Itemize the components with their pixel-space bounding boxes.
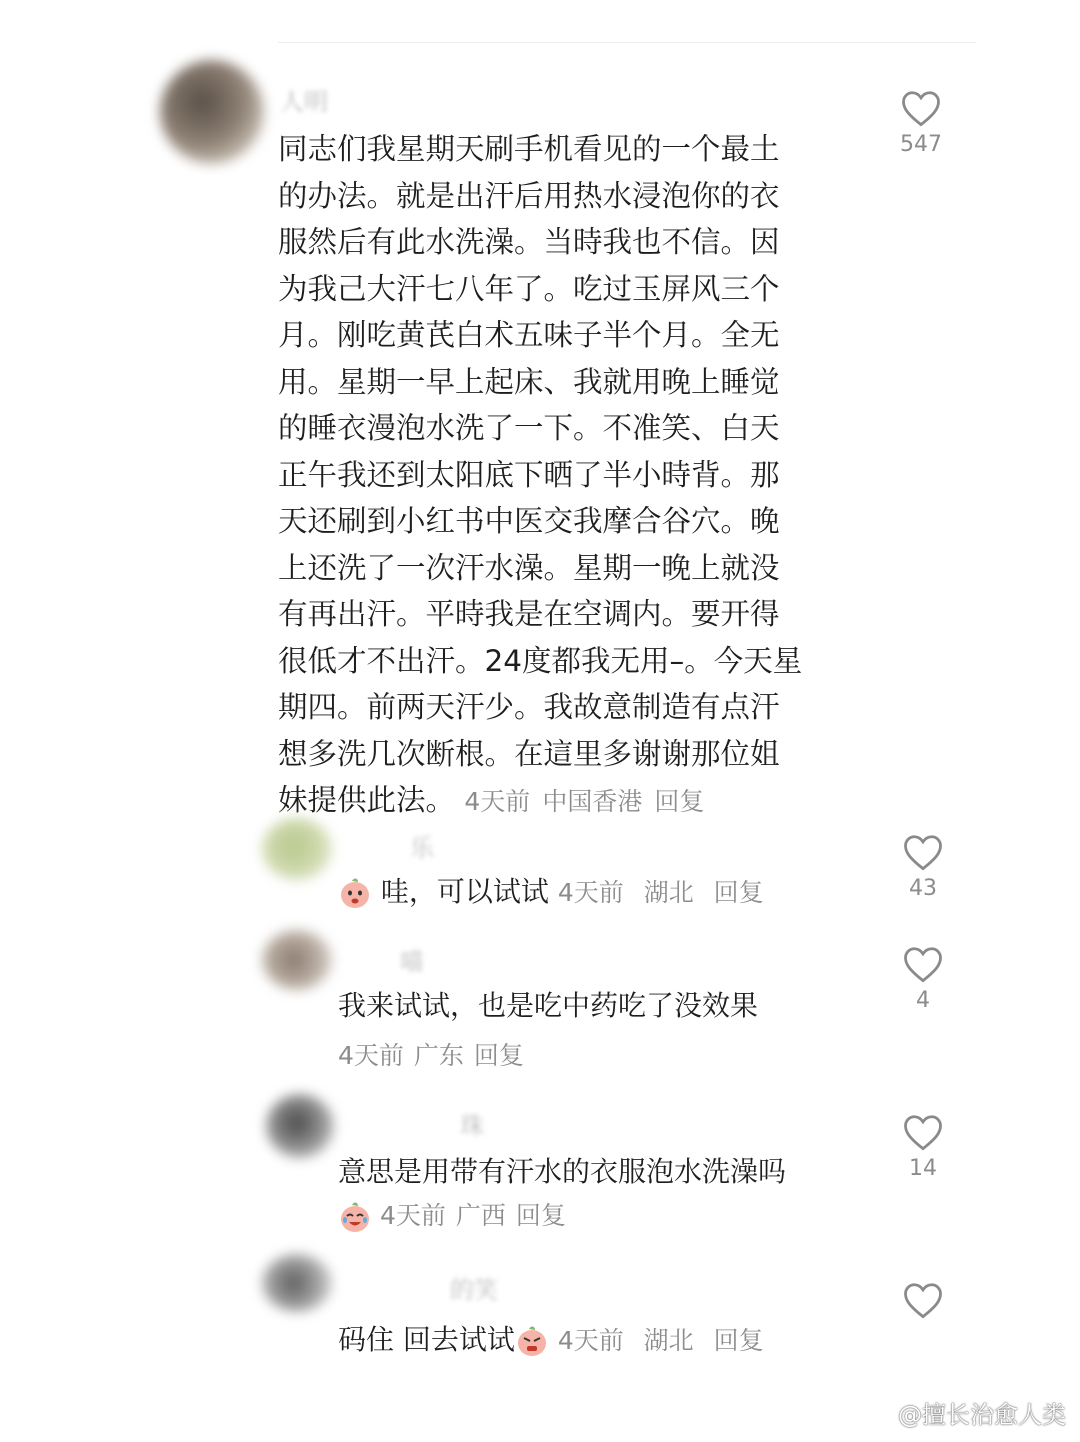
avatar[interactable] [160, 60, 264, 164]
reply-time: 4天前 [379, 1201, 446, 1230]
reply-text [338, 870, 776, 910]
reply-meta [558, 1326, 776, 1355]
crying-peach-emoji [338, 876, 372, 910]
heart-icon [902, 1112, 944, 1152]
reply-text [338, 1318, 776, 1358]
reply-button[interactable]: 回复 [473, 1041, 524, 1070]
reply-location: 湖北 [643, 1326, 694, 1355]
reply-meta [558, 878, 776, 907]
heart-icon [900, 88, 942, 128]
reply-meta [338, 1036, 534, 1072]
reply-text-content: 哇，可以试试 [380, 875, 549, 908]
like-button[interactable] [883, 944, 963, 1014]
comment-meta [464, 787, 716, 816]
username[interactable]: 乐 [410, 834, 434, 862]
like-button[interactable] [883, 1280, 963, 1350]
like-count: 547 [900, 132, 942, 157]
like-button[interactable] [883, 832, 963, 902]
reply-time: 4天前 [557, 878, 624, 907]
reply-time: 4天前 [557, 1326, 624, 1355]
heart-icon [902, 1280, 944, 1320]
reply-text: 意思是用带有汗水的衣服泡水洗澡吗 [338, 1155, 787, 1188]
reply-button[interactable]: 回复 [654, 787, 705, 816]
reply-meta [338, 1196, 576, 1234]
username[interactable]: 珠 [460, 1112, 484, 1140]
like-button[interactable] [881, 88, 961, 158]
laugh-cry-peach-emoji [338, 1200, 372, 1234]
top-divider [278, 42, 976, 43]
reply-text: 我来试试，也是吃中药吃了没效果 [338, 989, 759, 1022]
reply-location: 广东 [413, 1041, 464, 1070]
watermark [858, 1395, 1066, 1430]
heart-icon [902, 832, 944, 872]
like-count: 43 [909, 876, 937, 901]
reply-button[interactable]: 回复 [515, 1201, 566, 1230]
reply-location: 广西 [455, 1201, 506, 1230]
weibo-icon [858, 1403, 890, 1429]
username[interactable]: 人明 [280, 88, 328, 116]
like-button[interactable] [883, 1112, 963, 1182]
avatar[interactable] [266, 1094, 334, 1158]
username[interactable]: 的笑 [450, 1276, 498, 1304]
comment-text: 同志们我星期天刷手机看见的一个最土 的办法。就是出汗后用热水浸泡你的衣 服然后有此水洗澡。当時我也不信。因 为我己大汗七八年了。吃过玉屏风三个 月。刚吃黄芪白术五味子半个月。全无 用。星期一早上起床、我就用晚上睡觉 的睡衣漫泡水洗了一下。不准笑、白天 正午我还到太阳底下晒了半小時背。那 天还刷到小红书中医交我摩合谷穴。晚 上还洗了一次汗水澡。星期一晚上就没 有再出汗。平時我是在空调内。要开得 很低才不出汗。24度都我无用–。今天星 期四。前两天汗少。我故意制造有点汗 想多洗几次断根。在這里多谢谢那位姐 妹提供此法。 4天前 中国香港 回复 [278, 132, 803, 817]
comment-time: 4天前 [464, 787, 531, 816]
reply-text-content: 码住 回去试试 [338, 1323, 515, 1356]
reply-location: 湖北 [643, 878, 694, 907]
like-count: 14 [909, 1156, 937, 1181]
username[interactable]: 喵 [400, 948, 424, 976]
avatar[interactable] [262, 1254, 332, 1312]
reply-time: 4天前 [338, 1041, 404, 1070]
like-count [883, 1324, 963, 1350]
reply-button[interactable]: 回复 [713, 1326, 764, 1355]
avatar[interactable] [262, 930, 332, 990]
like-count: 4 [916, 988, 930, 1013]
heart-icon [902, 944, 944, 984]
avatar[interactable] [262, 818, 332, 880]
angry-peach-emoji [515, 1324, 549, 1358]
reply-button[interactable]: 回复 [713, 878, 764, 907]
comment-location: 中国香港 [542, 787, 643, 816]
watermark-text: @擅长治愈人类 [898, 1401, 1066, 1429]
